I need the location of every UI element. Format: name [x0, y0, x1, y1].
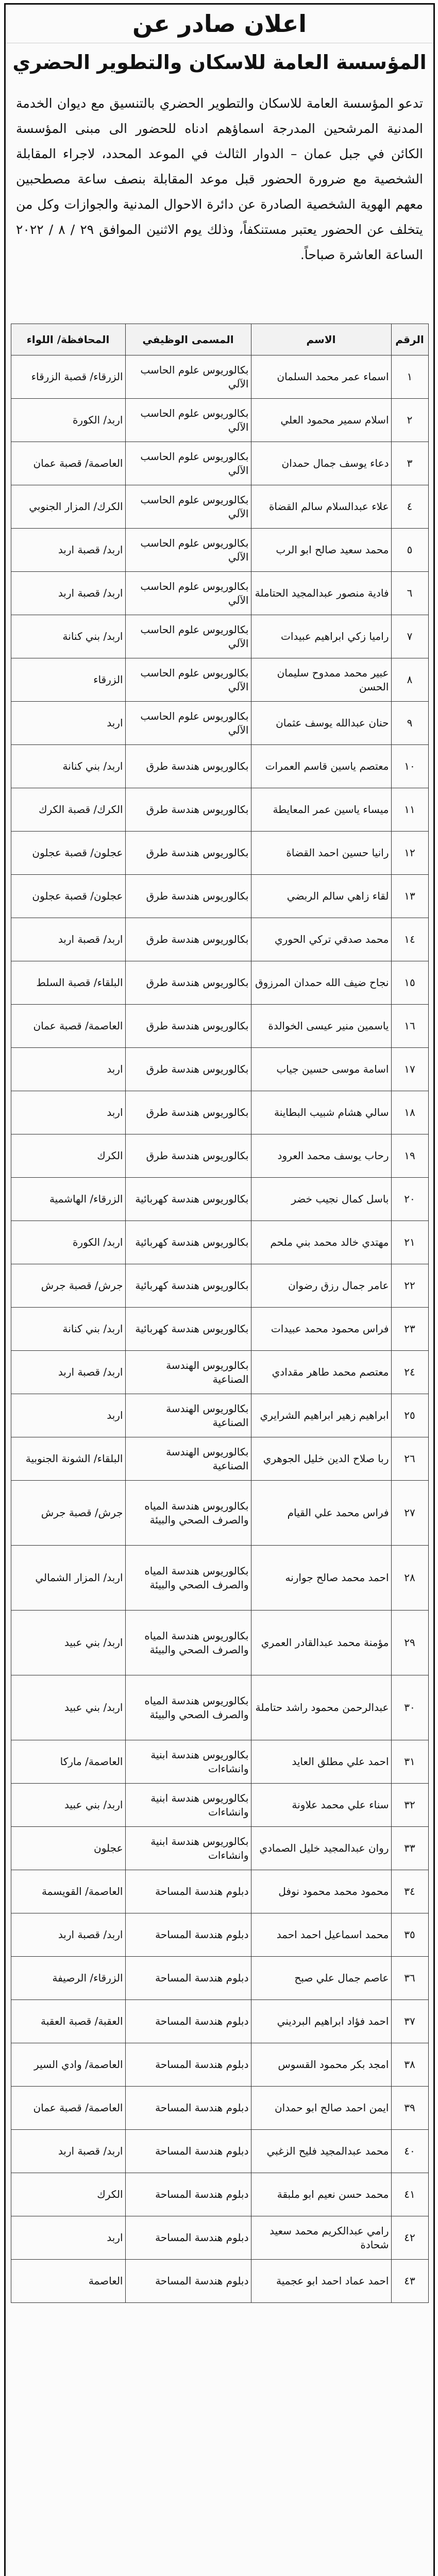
candidates-table	[11, 324, 429, 2303]
table-row	[11, 442, 428, 485]
cell-name: اسامة موسى حسين جياب	[251, 1048, 391, 1091]
cell-num: ٢٤	[391, 1351, 428, 1394]
cell-title: بكالوريوس هندسة ابنية وانشاءات	[125, 1827, 251, 1870]
cell-num: ١١	[391, 788, 428, 832]
cell-name: سالي هشام شبيب البطاينة	[251, 1091, 391, 1134]
cell-num: ٨	[391, 658, 428, 702]
cell-loc: الزرقاء/ الهاشمية	[11, 1178, 125, 1221]
cell-title: بكالوريوس هندسة كهربائية	[125, 1308, 251, 1351]
cell-name: مهتدي خالد محمد بني ملحم	[251, 1221, 391, 1264]
cell-num: ١٠	[391, 745, 428, 788]
cell-name: اسلام سمير محمود العلي	[251, 399, 391, 442]
table-row	[11, 1091, 428, 1134]
cell-num: ٥	[391, 529, 428, 572]
table-row	[11, 1221, 428, 1264]
cell-loc: عجلون/ قصبة عجلون	[11, 875, 125, 918]
table-row	[11, 529, 428, 572]
cell-title: بكالوريوس هندسة المياه والصرف الصحي والبيئة	[125, 1675, 251, 1740]
cell-num: ١٣	[391, 875, 428, 918]
cell-title: بكالوريوس علوم الحاسب الآلي	[125, 355, 251, 399]
cell-loc: الكرك	[11, 2173, 125, 2216]
announcement-page	[4, 3, 435, 2576]
cell-loc: اربد/ بني كنانة	[11, 1308, 125, 1351]
cell-num: ٣٦	[391, 1957, 428, 2000]
cell-loc: جرش/ قصبة جرش	[11, 1481, 125, 1546]
table-row	[11, 1005, 428, 1048]
table-row	[11, 572, 428, 615]
table-row	[11, 1178, 428, 1221]
cell-title: بكالوريوس الهندسة الصناعية	[125, 1351, 251, 1394]
cell-num: ١٨	[391, 1091, 428, 1134]
cell-title: بكالوريوس علوم الحاسب الآلي	[125, 615, 251, 658]
cell-loc: اربد	[11, 1048, 125, 1091]
cell-title: دبلوم هندسة المساحة	[125, 2173, 251, 2216]
table-row	[11, 918, 428, 961]
cell-num: ٢	[391, 399, 428, 442]
cell-name: رانيا حسين احمد القضاة	[251, 832, 391, 875]
table-row	[11, 1437, 428, 1481]
cell-loc: البلقاء/ قصبة السلط	[11, 961, 125, 1005]
table-row	[11, 1913, 428, 1957]
cell-loc: العاصمة/ قصبة عمان	[11, 1005, 125, 1048]
cell-title: بكالوريوس الهندسة الصناعية	[125, 1437, 251, 1481]
table-row	[11, 702, 428, 745]
table-row	[11, 1784, 428, 1827]
cell-loc: العاصمة/ قصبة عمان	[11, 442, 125, 485]
cell-num: ٢٠	[391, 1178, 428, 1221]
cell-name: محمد عبدالمجيد فليح الزغبي	[251, 2130, 391, 2173]
table-row	[11, 485, 428, 529]
cell-name: ربا صلاح الدين خليل الجوهري	[251, 1437, 391, 1481]
cell-name: ابراهيم زهير ابراهيم الشرايري	[251, 1394, 391, 1437]
cell-name: نجاح ضيف الله حمدان المرزوق	[251, 961, 391, 1005]
announcement-title: اعلان صادر عن	[6, 5, 433, 43]
table-row	[11, 2000, 428, 2043]
cell-loc: اربد/ قصبة اربد	[11, 572, 125, 615]
cell-num: ٢٧	[391, 1481, 428, 1546]
cell-num: ١٧	[391, 1048, 428, 1091]
cell-title: بكالوريوس هندسة طرق	[125, 788, 251, 832]
cell-num: ٤٣	[391, 2260, 428, 2303]
cell-num: ٣٧	[391, 2000, 428, 2043]
organization-name: المؤسسة العامة للاسكان والتطوير الحضري	[12, 51, 427, 74]
cell-title: بكالوريوس علوم الحاسب الآلي	[125, 702, 251, 745]
cell-title: بكالوريوس هندسة طرق	[125, 875, 251, 918]
cell-title: دبلوم هندسة المساحة	[125, 1913, 251, 1957]
cell-num: ٧	[391, 615, 428, 658]
cell-num: ٤١	[391, 2173, 428, 2216]
cell-name: مؤمنة محمد عبدالقادر العمري	[251, 1611, 391, 1675]
cell-loc: اربد/ قصبة اربد	[11, 1913, 125, 1957]
cell-loc: اربد/ بني عبيد	[11, 1675, 125, 1740]
cell-title: بكالوريوس هندسة طرق	[125, 1091, 251, 1134]
header-number: الرقم	[391, 324, 428, 355]
cell-loc: العاصمة/ ماركا	[11, 1740, 125, 1784]
cell-name: عبدالرحمن محمود راشد حتاملة	[251, 1675, 391, 1740]
cell-num: ١٦	[391, 1005, 428, 1048]
cell-num: ١٢	[391, 832, 428, 875]
cell-num: ٢٨	[391, 1546, 428, 1611]
cell-name: معتصم محمد طاهر مقدادي	[251, 1351, 391, 1394]
cell-loc: اربد/ المزار الشمالي	[11, 1546, 125, 1611]
cell-num: ٩	[391, 702, 428, 745]
cell-num: ٤٠	[391, 2130, 428, 2173]
table-row	[11, 788, 428, 832]
cell-num: ٣٥	[391, 1913, 428, 1957]
cell-num: ٤٢	[391, 2216, 428, 2260]
cell-num: ٣٣	[391, 1827, 428, 1870]
cell-title: بكالوريوس هندسة طرق	[125, 1048, 251, 1091]
cell-num: ٣٢	[391, 1784, 428, 1827]
cell-loc: الزرقاء	[11, 658, 125, 702]
cell-loc: اربد/ بني عبيد	[11, 1784, 125, 1827]
cell-num: ٢٣	[391, 1308, 428, 1351]
cell-num: ١٩	[391, 1134, 428, 1178]
cell-name: رامي عبدالكريم محمد سعيد شحادة	[251, 2216, 391, 2260]
table-row	[11, 615, 428, 658]
cell-loc: العاصمة/ القويسمة	[11, 1870, 125, 1913]
cell-title: دبلوم هندسة المساحة	[125, 2130, 251, 2173]
cell-title: بكالوريوس هندسة المياه والصرف الصحي والبيئة	[125, 1611, 251, 1675]
cell-name: سناء علي محمد علاونة	[251, 1784, 391, 1827]
cell-num: ١	[391, 355, 428, 399]
cell-num: ٣٤	[391, 1870, 428, 1913]
cell-num: ٢٦	[391, 1437, 428, 1481]
cell-title: بكالوريوس هندسة طرق	[125, 961, 251, 1005]
cell-title: بكالوريوس هندسة كهربائية	[125, 1264, 251, 1308]
cell-loc: اربد	[11, 702, 125, 745]
cell-name: محمد سعيد صالح ابو الرب	[251, 529, 391, 572]
cell-loc: عجلون	[11, 1827, 125, 1870]
cell-title: بكالوريوس هندسة كهربائية	[125, 1221, 251, 1264]
announcement-body: تدعو المؤسسة العامة للاسكان والتطوير الحضري بالتنسيق مع ديوان الخدمة المدنية المرشحين المدرجة اسماؤهم ادناه للحضور الى مبنى المؤسسة الكائن في جبل عمان – الدوار الثالث في الموعد المحدد، لاجراء المقابلة الشخصية مع ضرورة الحضور قبل موعد المقابلة بنصف ساعة مصطحبين معهم الهوية الشخصية الصادرة عن دائرة الاحوال المدنية والجوازات وكل من يتخلف عن الحضور يعتبر مستنكفاً، وذلك يوم الاثنين الموافق ٢٩ / ٨ / ٢٠٢٢ الساعة العاشرة صباحاً.	[16, 96, 423, 262]
cell-title: دبلوم هندسة المساحة	[125, 1957, 251, 2000]
cell-loc: اربد/ بني كنانة	[11, 745, 125, 788]
cell-name: عامر جمال رزق رضوان	[251, 1264, 391, 1308]
cell-name: ياسمين منير عيسى الخوالدة	[251, 1005, 391, 1048]
cell-num: ٦	[391, 572, 428, 615]
cell-num: ٣٩	[391, 2087, 428, 2130]
cell-title: بكالوريوس هندسة طرق	[125, 832, 251, 875]
cell-num: ٣	[391, 442, 428, 485]
cell-title: بكالوريوس علوم الحاسب الآلي	[125, 399, 251, 442]
cell-name: محمد اسماعيل احمد احمد	[251, 1913, 391, 1957]
cell-title: بكالوريوس هندسة ابنية وانشاءات	[125, 1740, 251, 1784]
table-row	[11, 1134, 428, 1178]
table-row	[11, 1481, 428, 1546]
cell-loc: الزرقاء/ قصبة الزرقاء	[11, 355, 125, 399]
cell-loc: جرش/ قصبة جرش	[11, 1264, 125, 1308]
cell-title: بكالوريوس هندسة طرق	[125, 745, 251, 788]
header-name: الاسم	[251, 324, 391, 355]
cell-loc: العاصمة/ وادي السير	[11, 2043, 125, 2087]
table-row	[11, 355, 428, 399]
table-row	[11, 2173, 428, 2216]
table-row	[11, 1870, 428, 1913]
cell-loc: اربد/ قصبة اربد	[11, 2130, 125, 2173]
cell-loc: الكرك/ المزار الجنوبي	[11, 485, 125, 529]
cell-title: بكالوريوس هندسة طرق	[125, 1134, 251, 1178]
cell-name: اسماء عمر محمد السلمان	[251, 355, 391, 399]
cell-name: علاء عبدالسلام سالم القضاة	[251, 485, 391, 529]
cell-name: عاصم جمال علي صبح	[251, 1957, 391, 2000]
cell-name: محمود محمد محمود نوفل	[251, 1870, 391, 1913]
cell-name: احمد علي مطلق العايد	[251, 1740, 391, 1784]
table-row	[11, 399, 428, 442]
cell-num: ٢٥	[391, 1394, 428, 1437]
cell-title: دبلوم هندسة المساحة	[125, 2260, 251, 2303]
cell-name: معتصم ياسين قاسم العمرات	[251, 745, 391, 788]
cell-loc: العقبة/ قصبة العقبة	[11, 2000, 125, 2043]
cell-loc: اربد	[11, 1394, 125, 1437]
table-row	[11, 832, 428, 875]
table-row	[11, 875, 428, 918]
cell-name: ايمن احمد صالح ابو حمدان	[251, 2087, 391, 2130]
cell-loc: اربد/ قصبة اربد	[11, 918, 125, 961]
cell-name: فادية منصور عبدالمجيد الحتاملة	[251, 572, 391, 615]
cell-name: ميساء ياسين عمر المعايطة	[251, 788, 391, 832]
table-row	[11, 2087, 428, 2130]
cell-loc: الزرقاء/ الرصيفة	[11, 1957, 125, 2000]
cell-title: بكالوريوس هندسة ابنية وانشاءات	[125, 1784, 251, 1827]
cell-loc: اربد/ بني عبيد	[11, 1611, 125, 1675]
cell-title: بكالوريوس علوم الحاسب الآلي	[125, 572, 251, 615]
cell-title: دبلوم هندسة المساحة	[125, 2000, 251, 2043]
table-row	[11, 1351, 428, 1394]
cell-name: روان عبدالمجيد خليل الصمادي	[251, 1827, 391, 1870]
cell-title: دبلوم هندسة المساحة	[125, 2216, 251, 2260]
table-row	[11, 1957, 428, 2000]
cell-name: دعاء يوسف جمال حمدان	[251, 442, 391, 485]
table-row	[11, 1264, 428, 1308]
table-row	[11, 2043, 428, 2087]
table-row	[11, 1611, 428, 1675]
cell-title: بكالوريوس هندسة المياه والصرف الصحي والبيئة	[125, 1546, 251, 1611]
cell-num: ٢١	[391, 1221, 428, 1264]
table-row	[11, 2216, 428, 2260]
cell-name: رحاب يوسف محمد العرود	[251, 1134, 391, 1178]
cell-name: حنان عبدالله يوسف عثمان	[251, 702, 391, 745]
cell-num: ٢٩	[391, 1611, 428, 1675]
cell-title: بكالوريوس هندسة طرق	[125, 1005, 251, 1048]
header-job-title: المسمى الوظيفي	[125, 324, 251, 355]
cell-title: بكالوريوس هندسة كهربائية	[125, 1178, 251, 1221]
cell-loc: اربد/ بني كنانة	[11, 615, 125, 658]
cell-loc: اربد/ الكورة	[11, 1221, 125, 1264]
cell-name: راميا زكي ابراهيم عبيدات	[251, 615, 391, 658]
cell-name: عبير محمد ممدوح سليمان الحسن	[251, 658, 391, 702]
table-row	[11, 1394, 428, 1437]
table-row	[11, 1048, 428, 1091]
table-header-row	[11, 324, 428, 355]
table-row	[11, 1675, 428, 1740]
cell-title: بكالوريوس الهندسة الصناعية	[125, 1394, 251, 1437]
cell-title: دبلوم هندسة المساحة	[125, 1870, 251, 1913]
cell-num: ٣١	[391, 1740, 428, 1784]
cell-loc: البلقاء/ الشونة الجنوبية	[11, 1437, 125, 1481]
cell-title: بكالوريوس علوم الحاسب الآلي	[125, 529, 251, 572]
cell-name: فراس محمود محمد عبيدات	[251, 1308, 391, 1351]
cell-title: بكالوريوس هندسة المياه والصرف الصحي والبيئة	[125, 1481, 251, 1546]
cell-name: محمد حسن نعيم ابو ملبقة	[251, 2173, 391, 2216]
cell-name: احمد محمد صالح جوارنه	[251, 1546, 391, 1611]
table-row	[11, 961, 428, 1005]
cell-name: باسل كمال نجيب خضر	[251, 1178, 391, 1221]
cell-title: بكالوريوس علوم الحاسب الآلي	[125, 658, 251, 702]
table-row	[11, 2130, 428, 2173]
cell-loc: الكرك/ قصبة الكرك	[11, 788, 125, 832]
cell-name: لقاء زاهي سالم الربضي	[251, 875, 391, 918]
cell-loc: العاصمة	[11, 2260, 125, 2303]
cell-name: احمد فؤاد ابراهيم البرديني	[251, 2000, 391, 2043]
cell-num: ٢٢	[391, 1264, 428, 1308]
cell-num: ٣٠	[391, 1675, 428, 1740]
cell-name: فراس محمد علي القيام	[251, 1481, 391, 1546]
cell-loc: اربد	[11, 1091, 125, 1134]
cell-name: محمد صدقي تركي الحوري	[251, 918, 391, 961]
table-row	[11, 1827, 428, 1870]
table-row	[11, 658, 428, 702]
cell-name: احمد عماد احمد ابو عجمية	[251, 2260, 391, 2303]
cell-title: بكالوريوس هندسة طرق	[125, 918, 251, 961]
header-governorate: المحافظة/ اللواء	[11, 324, 125, 355]
table-row	[11, 1546, 428, 1611]
cell-loc: العاصمة/ قصبة عمان	[11, 2087, 125, 2130]
cell-loc: عجلون/ قصبة عجلون	[11, 832, 125, 875]
cell-title: دبلوم هندسة المساحة	[125, 2043, 251, 2087]
cell-loc: اربد/ قصبة اربد	[11, 529, 125, 572]
cell-name: امجد بكر محمود القسوس	[251, 2043, 391, 2087]
cell-title: بكالوريوس علوم الحاسب الآلي	[125, 442, 251, 485]
cell-num: ٤	[391, 485, 428, 529]
table-row	[11, 745, 428, 788]
table-row	[11, 2260, 428, 2303]
cell-loc: الكرك	[11, 1134, 125, 1178]
cell-loc: اربد/ الكورة	[11, 399, 125, 442]
cell-num: ١٥	[391, 961, 428, 1005]
cell-loc: اربد	[11, 2216, 125, 2260]
cell-loc: اربد/ قصبة اربد	[11, 1351, 125, 1394]
cell-title: دبلوم هندسة المساحة	[125, 2087, 251, 2130]
table-row	[11, 1740, 428, 1784]
cell-title: بكالوريوس علوم الحاسب الآلي	[125, 485, 251, 529]
cell-num: ٣٨	[391, 2043, 428, 2087]
cell-num: ١٤	[391, 918, 428, 961]
table-row	[11, 1308, 428, 1351]
